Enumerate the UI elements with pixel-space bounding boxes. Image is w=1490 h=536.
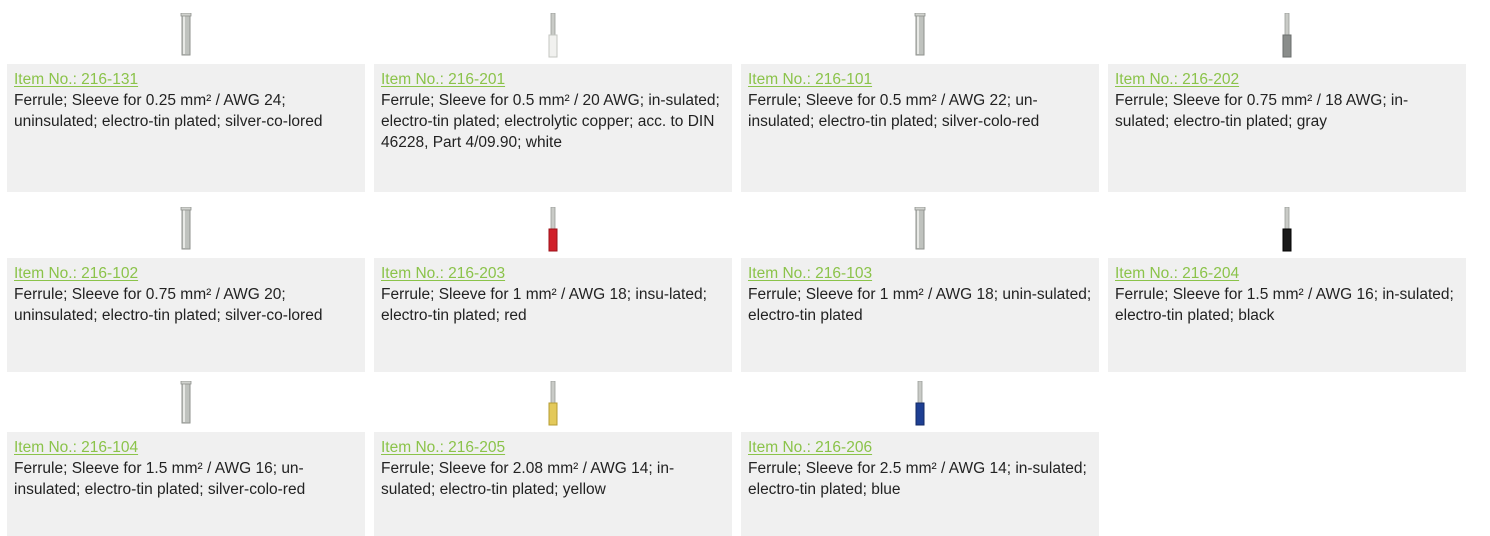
product-thumbnail [7, 8, 365, 64]
product-thumbnail [374, 376, 732, 432]
item-description: Ferrule; Sleeve for 2.5 mm² / AWG 14; in-sulated; electro-tin plated; blue [748, 460, 1087, 498]
product-card [374, 376, 732, 536]
ferrule-blue-icon [912, 381, 928, 427]
item-description: Ferrule; Sleeve for 2.08 mm² / AWG 14; in-sulated; electro-tin plated; yellow [381, 460, 675, 498]
ferrule-gray-icon [1279, 13, 1295, 59]
product-info [374, 64, 732, 192]
product-thumbnail [374, 202, 732, 258]
product-card [1108, 202, 1466, 372]
item-number-link[interactable]: Item No.: 216-101 [748, 71, 873, 88]
ferrule-red-icon [545, 207, 561, 253]
product-thumbnail [741, 202, 1099, 258]
item-number-link[interactable]: Item No.: 216-131 [14, 71, 139, 88]
item-description: Ferrule; Sleeve for 1.5 mm² / AWG 16; in-sulated; electro-tin plated; black [1115, 286, 1454, 324]
product-card [7, 202, 365, 372]
ferrule-uninsulated-icon [178, 381, 194, 427]
item-description: Ferrule; Sleeve for 0.75 mm² / AWG 20; uninsulated; electro-tin plated; silver-co-lored [14, 286, 323, 324]
item-description: Ferrule; Sleeve for 0.25 mm² / AWG 24; uninsulated; electro-tin plated; silver-co-lored [14, 92, 323, 130]
product-info [7, 432, 365, 536]
ferrule-uninsulated-icon [912, 13, 928, 59]
product-thumbnail [7, 376, 365, 432]
product-card [7, 8, 365, 192]
product-thumbnail [1108, 8, 1466, 64]
item-description: Ferrule; Sleeve for 1 mm² / AWG 18; insu-lated; electro-tin plated; red [381, 286, 707, 324]
product-info [741, 258, 1099, 372]
item-number-link[interactable]: Item No.: 216-205 [381, 439, 506, 456]
product-card [374, 202, 732, 372]
product-thumbnail [7, 202, 365, 258]
product-thumbnail [374, 8, 732, 64]
item-number-link[interactable]: Item No.: 216-206 [748, 439, 873, 456]
ferrule-uninsulated-icon [178, 13, 194, 59]
item-number-link[interactable]: Item No.: 216-202 [1115, 71, 1240, 88]
product-info [7, 258, 365, 372]
item-number-link[interactable]: Item No.: 216-201 [381, 71, 506, 88]
item-number-link[interactable]: Item No.: 216-204 [1115, 265, 1240, 282]
product-thumbnail [1108, 202, 1466, 258]
product-card [741, 8, 1099, 192]
product-card [1108, 8, 1466, 192]
product-card [7, 376, 365, 536]
item-description: Ferrule; Sleeve for 1 mm² / AWG 18; unin-sulated; electro-tin plated [748, 286, 1092, 324]
item-number-link[interactable]: Item No.: 216-104 [14, 439, 139, 456]
product-info [7, 64, 365, 192]
ferrule-white-icon [545, 13, 561, 59]
product-info [374, 258, 732, 372]
product-info [374, 432, 732, 536]
item-number-link[interactable]: Item No.: 216-203 [381, 265, 506, 282]
item-description: Ferrule; Sleeve for 1.5 mm² / AWG 16; un-insulated; electro-tin plated; silver-colo-red [14, 460, 306, 498]
product-info [741, 432, 1099, 536]
product-thumbnail [741, 8, 1099, 64]
item-description: Ferrule; Sleeve for 0.5 mm² / AWG 22; un-insulated; electro-tin plated; silver-colo-red [748, 92, 1040, 130]
ferrule-uninsulated-icon [912, 207, 928, 253]
ferrule-yellow-icon [545, 381, 561, 427]
item-number-link[interactable]: Item No.: 216-103 [748, 265, 873, 282]
product-info [1108, 64, 1466, 192]
item-description: Ferrule; Sleeve for 0.75 mm² / 18 AWG; in-sulated; electro-tin plated; gray [1115, 92, 1409, 130]
ferrule-black-icon [1279, 207, 1295, 253]
product-thumbnail [741, 376, 1099, 432]
product-card [741, 376, 1099, 536]
ferrule-uninsulated-icon [178, 207, 194, 253]
product-card [741, 202, 1099, 372]
product-card [374, 8, 732, 192]
product-info [1108, 258, 1466, 372]
item-description: Ferrule; Sleeve for 0.5 mm² / 20 AWG; in-sulated; electro-tin plated; electrolytic copper; acc. to DIN 46228, Part 4/09.90; white [381, 92, 720, 151]
item-number-link[interactable]: Item No.: 216-102 [14, 265, 139, 282]
product-info [741, 64, 1099, 192]
